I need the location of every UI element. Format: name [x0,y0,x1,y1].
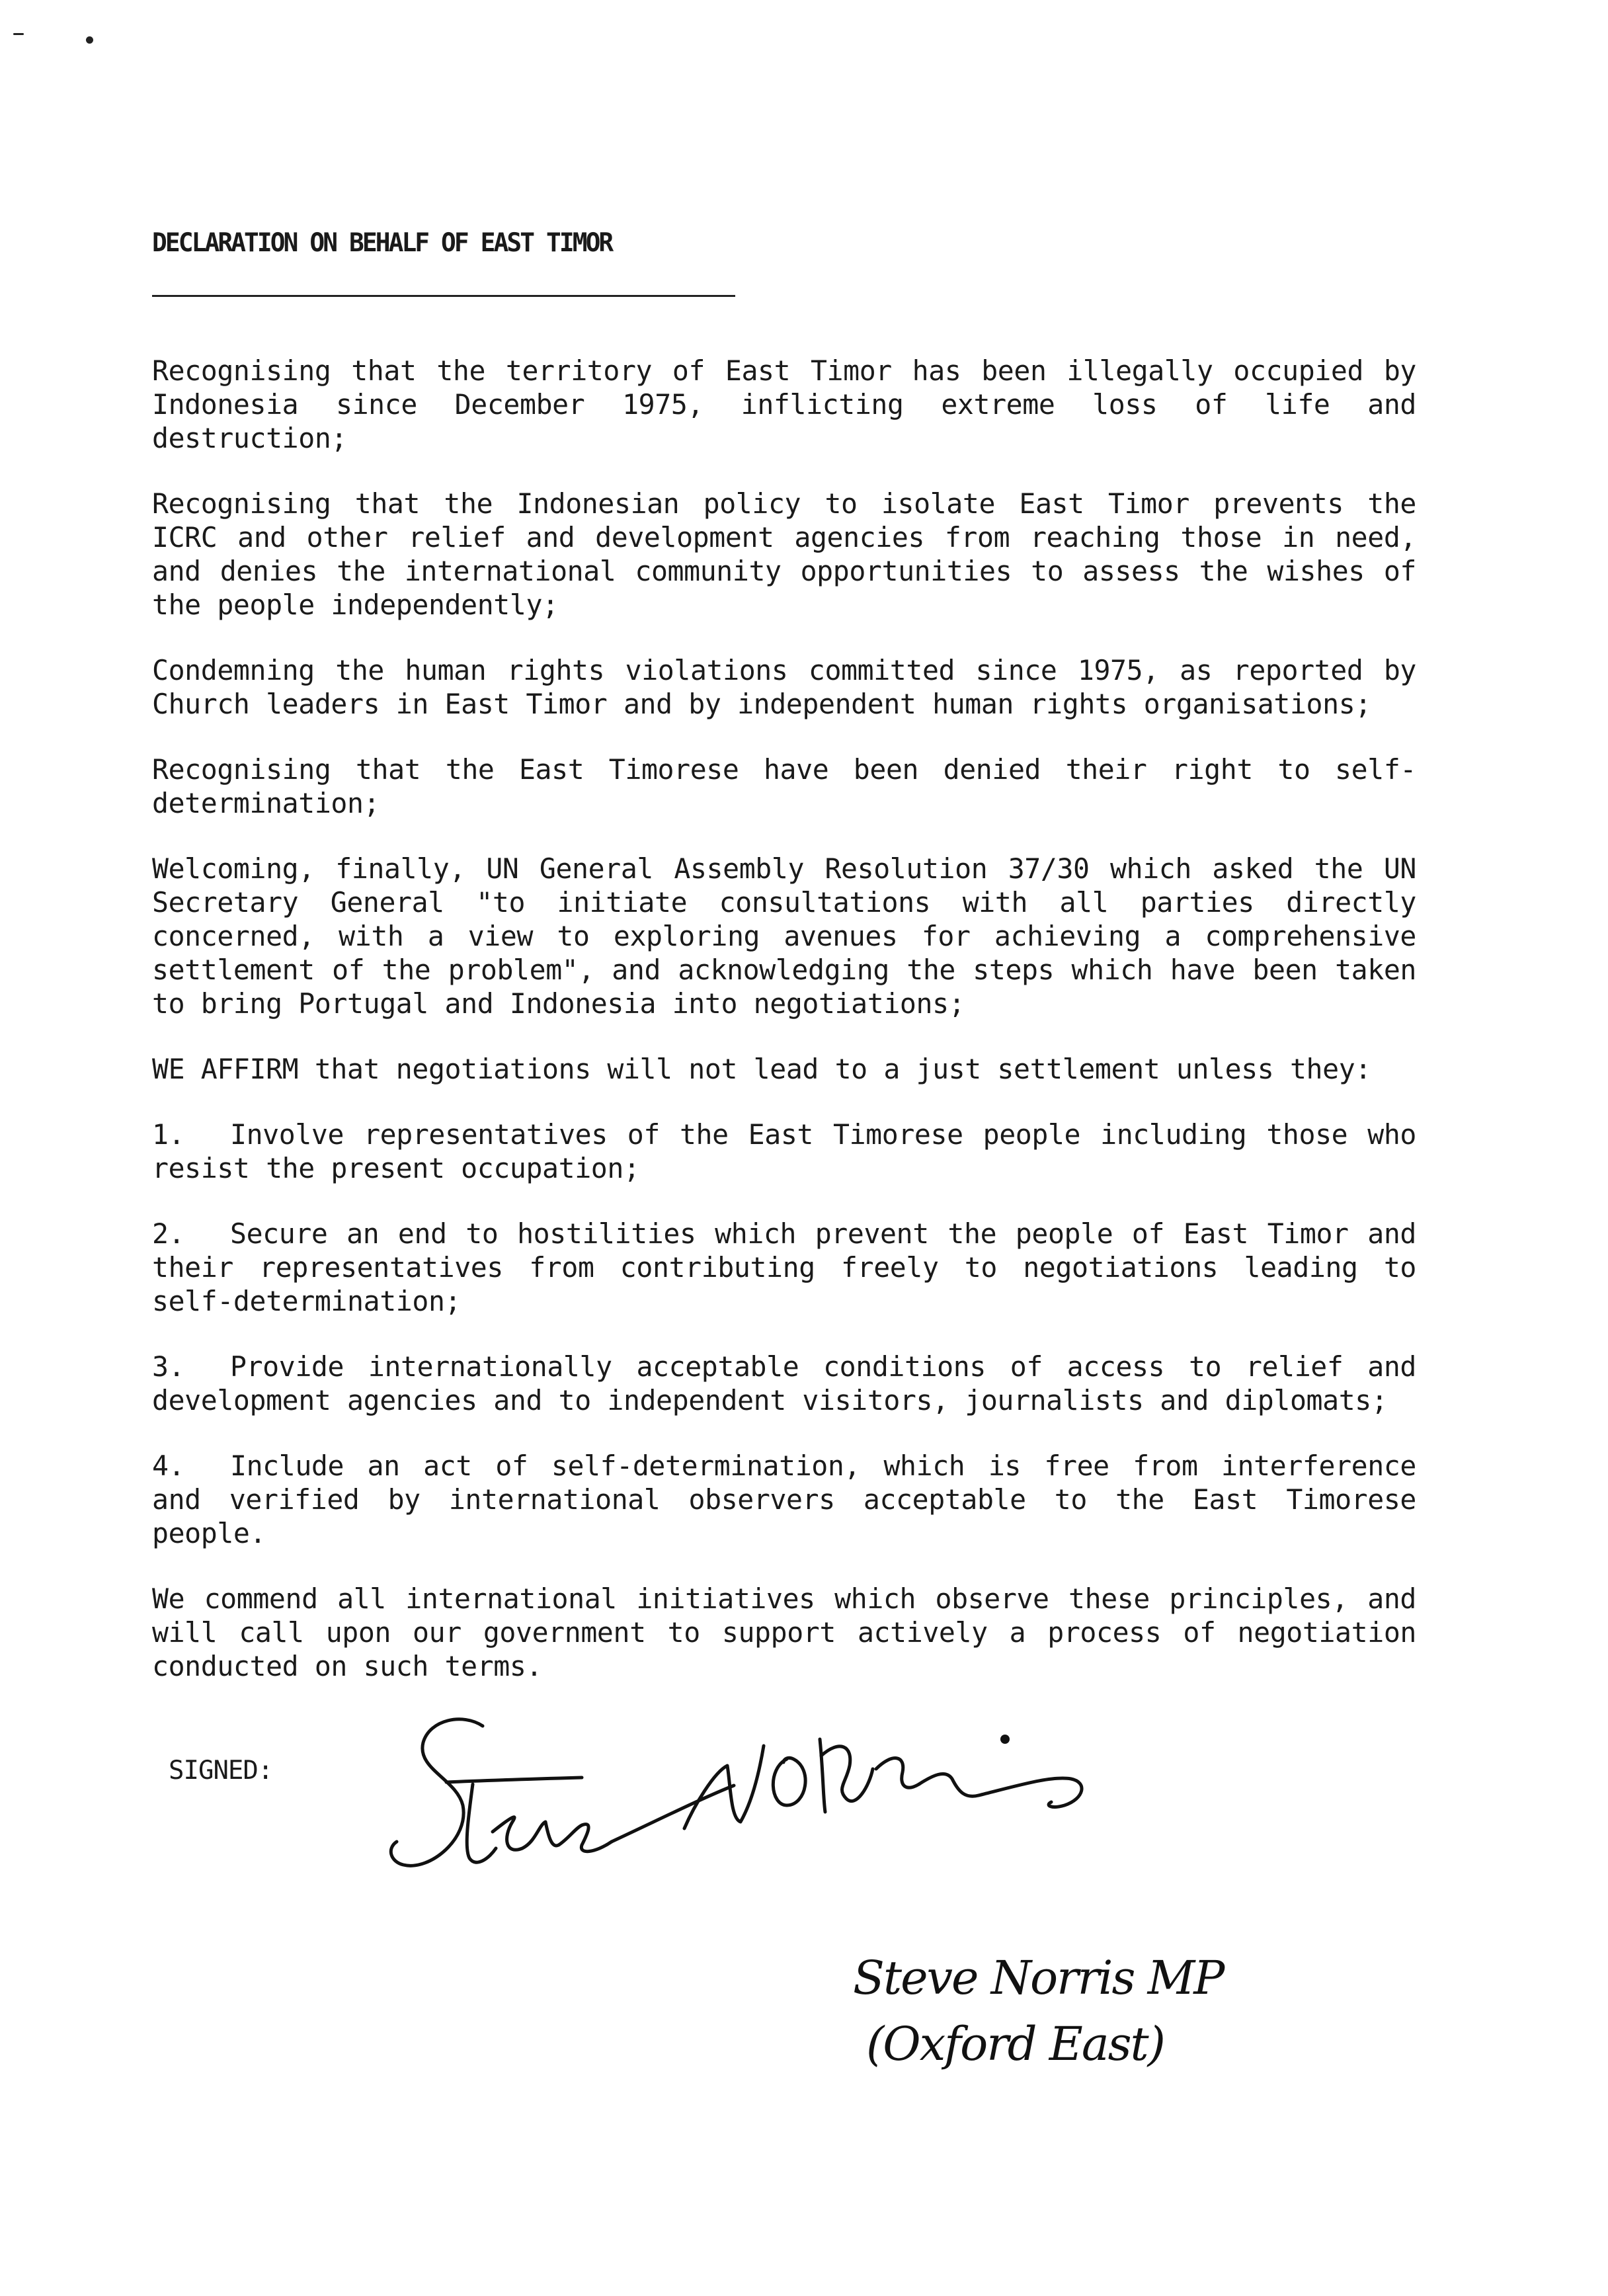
list-item-text: Include an act of self-determination, which is free from interference and verified by international observers acceptable to the East Timorese people. [152,1450,1416,1549]
title-underline [152,295,735,297]
list-item-text: Involve representatives of the East Timorese people including those who resist the present occupation; [152,1118,1416,1184]
declaration-body [152,354,1416,1715]
list-item-text: Provide internationally acceptable conditions of access to relief and development agencies and to independent visitors, journalists and diplomats; [152,1350,1416,1416]
affirm-paragraph: WE AFFIRM that negotiations will not lead to a just settlement unless they: [152,1053,1371,1085]
list-item [152,1350,1416,1417]
list-item-text: Secure an end to hostilities which prevent the people of East Timor and their representatives from contributing freely to negotiations leading to self-determination; [152,1217,1416,1317]
closing-paragraph: We commend all international initiatives which observe these principles, and will call upon our government to support actively a process of negotiation conducted on such terms. [152,1582,1416,1682]
handwritten-name-block [853,1944,1276,2103]
list-item-number: 3. [152,1350,185,1383]
list-item [152,1217,1416,1318]
list-item-number: 1. [152,1118,185,1151]
list-item-number: 4. [152,1450,185,1482]
handwritten-signature [383,1706,1111,1898]
scan-speck [13,33,24,35]
signed-label: SIGNED: [169,1756,273,1785]
document-title: DECLARATION ON BEHALF OF EAST TIMOR [152,228,612,258]
paragraph: Recognising that the territory of East Timor has been illegally occupied by Indonesia since December 1975, inflicting extreme loss of life and destruction; [152,354,1416,454]
paragraph: Condemning the human rights violations committed since 1975, as reported by Church leaders in East Timor and by independent human rights organisations; [152,654,1416,720]
paragraph: Welcoming, finally, UN General Assembly Resolution 37/30 which asked the UN Secretary General "to initiate consultations with all parties directly concerned, with a view to exploring avenues for achieving a comprehensive settlement of the problem", and acknowledging the steps which have been taken to bring Portugal and Indonesia into negotiations; [152,852,1416,1020]
handwritten-name: Steve Norris MP [853,1951,1224,2005]
scan-speck [86,36,93,44]
handwritten-constituency: (Oxford East) [866,2017,1164,2071]
paragraph: Recognising that the East Timorese have been denied their right to self-determination; [152,753,1416,819]
list-item [152,1118,1416,1185]
list-item-number: 2. [152,1217,185,1250]
paragraph: Recognising that the Indonesian policy to isolate East Timor prevents the ICRC and other relief and development agencies from reaching those in need, and denies the international community opportunities to assess the wishes of the people independently; [152,487,1416,621]
list-item [152,1449,1416,1550]
